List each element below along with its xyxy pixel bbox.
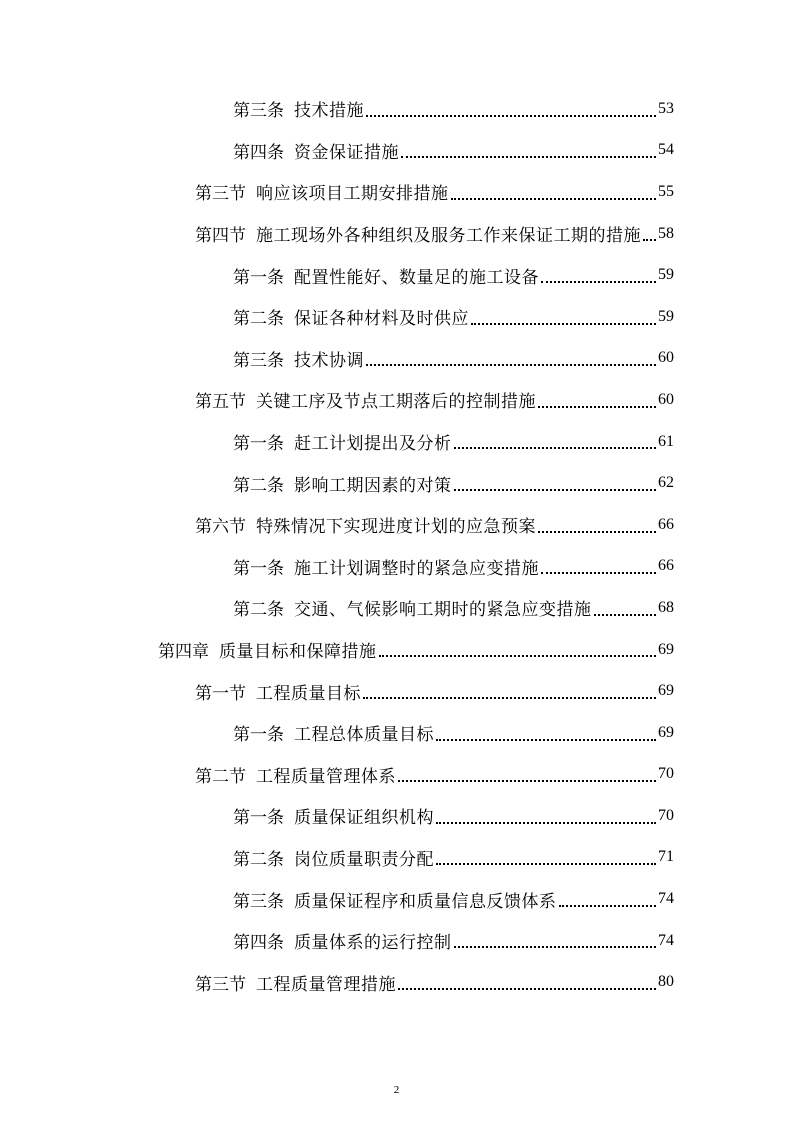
- toc-entry-number: 第二条: [233, 309, 284, 330]
- toc-entry[interactable]: [0, 670, 793, 712]
- toc-entry-page: 62: [658, 474, 674, 492]
- toc-entry-number: 第一节: [195, 683, 246, 704]
- toc-entry-title: 施工现场外各种组织及服务工作来保证工期的措施: [256, 226, 641, 247]
- toc-entry-title: 质量目标和保障措施: [219, 642, 377, 663]
- toc-entry-title: 工程总体质量目标: [294, 725, 434, 746]
- dot-leader: [436, 862, 656, 865]
- page-number: 2: [393, 1084, 400, 1096]
- toc-entry-page: 59: [658, 307, 674, 325]
- toc-entry-number: 第二条: [233, 849, 284, 870]
- toc-entry-title: 技术协调: [294, 350, 364, 371]
- toc-entry-number: 第二条: [233, 475, 284, 496]
- toc-entry-number: 第三节: [195, 974, 246, 995]
- dot-leader: [594, 613, 657, 616]
- toc-entry-page: 66: [658, 557, 674, 575]
- dot-leader: [436, 738, 656, 741]
- toc-entry-page: 74: [658, 890, 674, 908]
- toc-entry[interactable]: [0, 130, 793, 172]
- toc-entry-page: 68: [658, 598, 674, 616]
- toc-entry[interactable]: [0, 920, 793, 962]
- toc-entry-page: 69: [658, 640, 674, 658]
- toc-entry-page: 70: [658, 765, 674, 783]
- dot-leader: [471, 322, 656, 325]
- toc-entry-page: 74: [658, 931, 674, 949]
- toc-entry-page: 69: [658, 682, 674, 700]
- toc-entry-number: 第三条: [233, 891, 284, 912]
- dot-leader: [643, 238, 656, 241]
- toc-entry-page: 59: [658, 266, 674, 284]
- toc-entry[interactable]: [0, 629, 793, 671]
- toc-entry-title: 质量保证程序和质量信息反馈体系: [294, 891, 557, 912]
- toc-entry[interactable]: [0, 754, 793, 796]
- toc-entry[interactable]: [0, 462, 793, 504]
- toc-entry[interactable]: [0, 878, 793, 920]
- toc-entry[interactable]: [0, 338, 793, 380]
- dot-leader: [454, 446, 657, 449]
- toc-entry-number: 第四章: [158, 642, 209, 663]
- toc-entry[interactable]: [0, 296, 793, 338]
- toc-entry[interactable]: [0, 171, 793, 213]
- toc-entry-title: 工程质量管理体系: [256, 766, 396, 787]
- toc-entry-number: 第一条: [233, 558, 284, 579]
- toc-entry[interactable]: [0, 546, 793, 588]
- toc-entry-title: 质量保证组织机构: [294, 808, 434, 829]
- toc-entry[interactable]: [0, 213, 793, 255]
- toc-entry[interactable]: [0, 421, 793, 463]
- dot-leader: [451, 197, 657, 200]
- toc-entry-number: 第一条: [233, 725, 284, 746]
- toc-entry-title: 质量体系的运行控制: [294, 933, 452, 954]
- dot-leader: [541, 280, 656, 283]
- toc-entry-title: 交通、气候影响工期时的紧急应变措施: [294, 600, 592, 621]
- table-of-contents: [0, 88, 793, 1003]
- toc-entry-title: 影响工期因素的对策: [294, 475, 452, 496]
- toc-entry-page: 55: [658, 182, 674, 200]
- toc-entry-title: 资金保证措施: [294, 142, 399, 163]
- toc-entry[interactable]: [0, 379, 793, 421]
- dot-leader: [366, 114, 656, 117]
- toc-entry-number: 第一条: [233, 267, 284, 288]
- toc-entry-page: 71: [658, 848, 674, 866]
- dot-leader: [401, 155, 656, 158]
- toc-entry-number: 第四节: [195, 226, 246, 247]
- toc-entry-page: 66: [658, 515, 674, 533]
- toc-entry-number: 第三条: [233, 101, 284, 122]
- dot-leader: [538, 405, 656, 408]
- toc-entry-page: 60: [658, 390, 674, 408]
- toc-entry-title: 关键工序及节点工期落后的控制措施: [256, 392, 536, 413]
- toc-entry-number: 第六节: [195, 517, 246, 538]
- dot-leader: [538, 530, 656, 533]
- toc-entry-title: 岗位质量职责分配: [294, 849, 434, 870]
- toc-entry-title: 配置性能好、数量足的施工设备: [294, 267, 539, 288]
- toc-entry-title: 工程质量目标: [256, 683, 361, 704]
- dot-leader: [541, 571, 656, 574]
- dot-leader: [454, 945, 657, 948]
- toc-entry[interactable]: [0, 254, 793, 296]
- toc-entry-page: 60: [658, 349, 674, 367]
- dot-leader: [398, 779, 656, 782]
- toc-entry-title: 施工计划调整时的紧急应变措施: [294, 558, 539, 579]
- toc-entry-page: 54: [658, 141, 674, 159]
- toc-entry[interactable]: [0, 795, 793, 837]
- dot-leader: [366, 363, 656, 366]
- toc-entry-number: 第三条: [233, 350, 284, 371]
- toc-entry[interactable]: [0, 587, 793, 629]
- toc-entry-page: 80: [658, 973, 674, 991]
- toc-entry-title: 响应该项目工期安排措施: [256, 184, 449, 205]
- toc-entry-number: 第一条: [233, 434, 284, 455]
- toc-entry-page: 53: [658, 99, 674, 117]
- toc-entry-title: 工程质量管理措施: [256, 974, 396, 995]
- toc-entry-page: 61: [658, 432, 674, 450]
- dot-leader: [454, 488, 657, 491]
- dot-leader: [436, 821, 656, 824]
- toc-entry-number: 第三节: [195, 184, 246, 205]
- toc-entry[interactable]: [0, 961, 793, 1003]
- toc-entry-number: 第二条: [233, 600, 284, 621]
- toc-entry[interactable]: [0, 837, 793, 879]
- toc-entry-page: 69: [658, 723, 674, 741]
- toc-entry-page: 58: [658, 224, 674, 242]
- toc-entry-number: 第一条: [233, 808, 284, 829]
- toc-entry-title: 特殊情况下实现进度计划的应急预案: [256, 517, 536, 538]
- dot-leader: [379, 654, 657, 657]
- toc-entry-number: 第四条: [233, 933, 284, 954]
- toc-entry-number: 第四条: [233, 142, 284, 163]
- toc-entry-title: 技术措施: [294, 101, 364, 122]
- dot-leader: [398, 987, 656, 990]
- dot-leader: [559, 904, 657, 907]
- dot-leader: [363, 696, 656, 699]
- toc-entry[interactable]: [0, 88, 793, 130]
- toc-entry-page: 70: [658, 806, 674, 824]
- toc-entry[interactable]: [0, 504, 793, 546]
- toc-entry-number: 第二节: [195, 766, 246, 787]
- toc-entry[interactable]: [0, 712, 793, 754]
- toc-entry-number: 第五节: [195, 392, 246, 413]
- toc-entry-title: 赶工计划提出及分析: [294, 434, 452, 455]
- toc-entry-title: 保证各种材料及时供应: [294, 309, 469, 330]
